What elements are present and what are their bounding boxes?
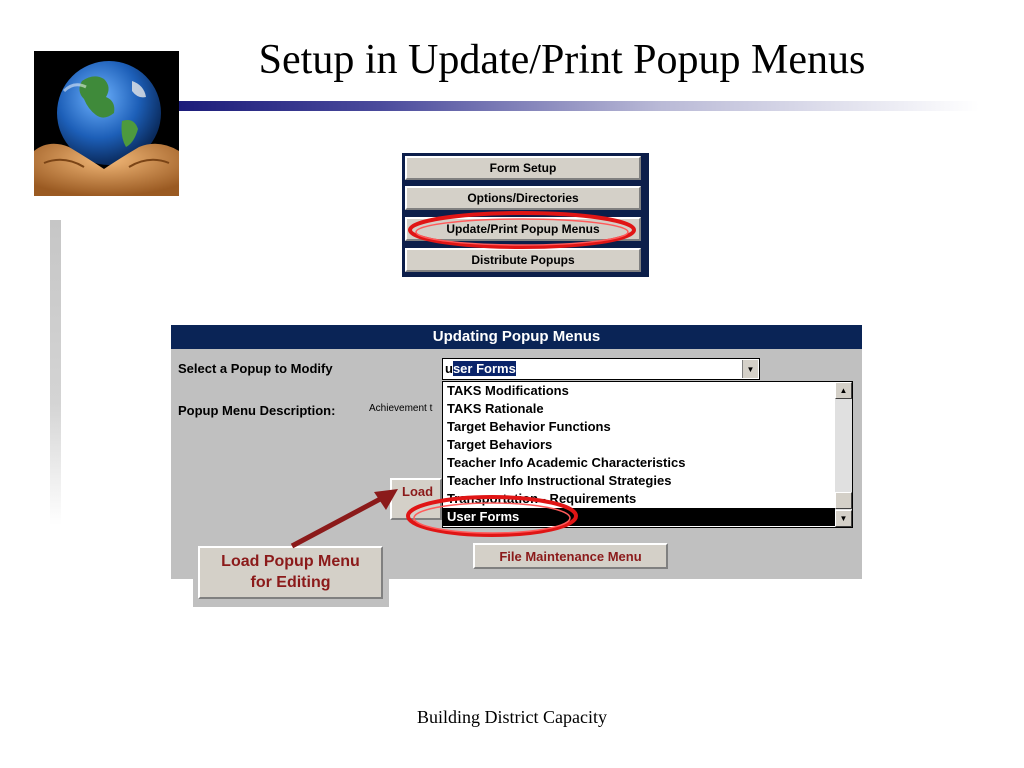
update-print-popup-menus-button[interactable]: Update/Print Popup Menus xyxy=(405,217,641,241)
form-setup-button[interactable]: Form Setup xyxy=(405,156,641,180)
list-item[interactable]: Teacher Info Instructional Strategies xyxy=(447,473,672,488)
list-item-selected[interactable]: User Forms xyxy=(443,508,835,526)
side-accent-bar xyxy=(50,220,61,525)
load-button[interactable]: Load xyxy=(390,478,442,520)
scroll-up-icon[interactable]: ▲ xyxy=(835,382,852,399)
combo-value-selected: ser Forms xyxy=(452,361,516,376)
select-popup-label: Select a Popup to Modify xyxy=(178,361,333,376)
list-scrollbar[interactable] xyxy=(835,382,852,527)
combo-value xyxy=(445,361,516,376)
file-maintenance-menu-button[interactable]: File Maintenance Menu xyxy=(473,543,668,569)
options-directories-button[interactable]: Options/Directories xyxy=(405,186,641,210)
list-item[interactable]: Transportation - Requirements xyxy=(447,491,637,506)
list-item[interactable]: Teacher Info Academic Characteristics xyxy=(447,455,686,470)
callout-line-2: for Editing xyxy=(250,574,331,591)
earth-hands-logo xyxy=(34,51,179,196)
setup-menu-panel xyxy=(402,153,649,277)
scroll-thumb[interactable] xyxy=(835,492,852,509)
list-item[interactable]: Target Behavior Functions xyxy=(447,419,611,434)
slide-footer: Building District Capacity xyxy=(417,707,607,727)
list-item[interactable]: TAKS Rationale xyxy=(447,401,544,416)
popup-dropdown-list[interactable] xyxy=(442,381,853,528)
updating-popup-menus-window xyxy=(171,325,862,579)
scroll-down-icon[interactable]: ▼ xyxy=(835,510,852,527)
popup-description-label: Popup Menu Description: xyxy=(178,403,336,418)
dropdown-arrow-icon[interactable]: ▼ xyxy=(742,360,758,378)
load-popup-callout xyxy=(198,546,383,599)
list-item[interactable]: TAKS Modifications xyxy=(447,383,569,398)
combo-value-plain: u xyxy=(445,361,453,376)
callout-box xyxy=(193,542,389,607)
list-item[interactable]: Target Behaviors xyxy=(447,437,553,452)
window-title: Updating Popup Menus xyxy=(171,325,862,349)
distribute-popups-button[interactable]: Distribute Popups xyxy=(405,248,641,272)
title-rule xyxy=(179,101,979,111)
callout-line-1: Load Popup Menu xyxy=(221,553,360,570)
popup-select-combobox[interactable] xyxy=(442,358,760,380)
globe-icon xyxy=(34,51,179,196)
slide-title: Setup in Update/Print Popup Menus xyxy=(258,37,866,83)
popup-description-value: Achievement t xyxy=(369,403,433,414)
